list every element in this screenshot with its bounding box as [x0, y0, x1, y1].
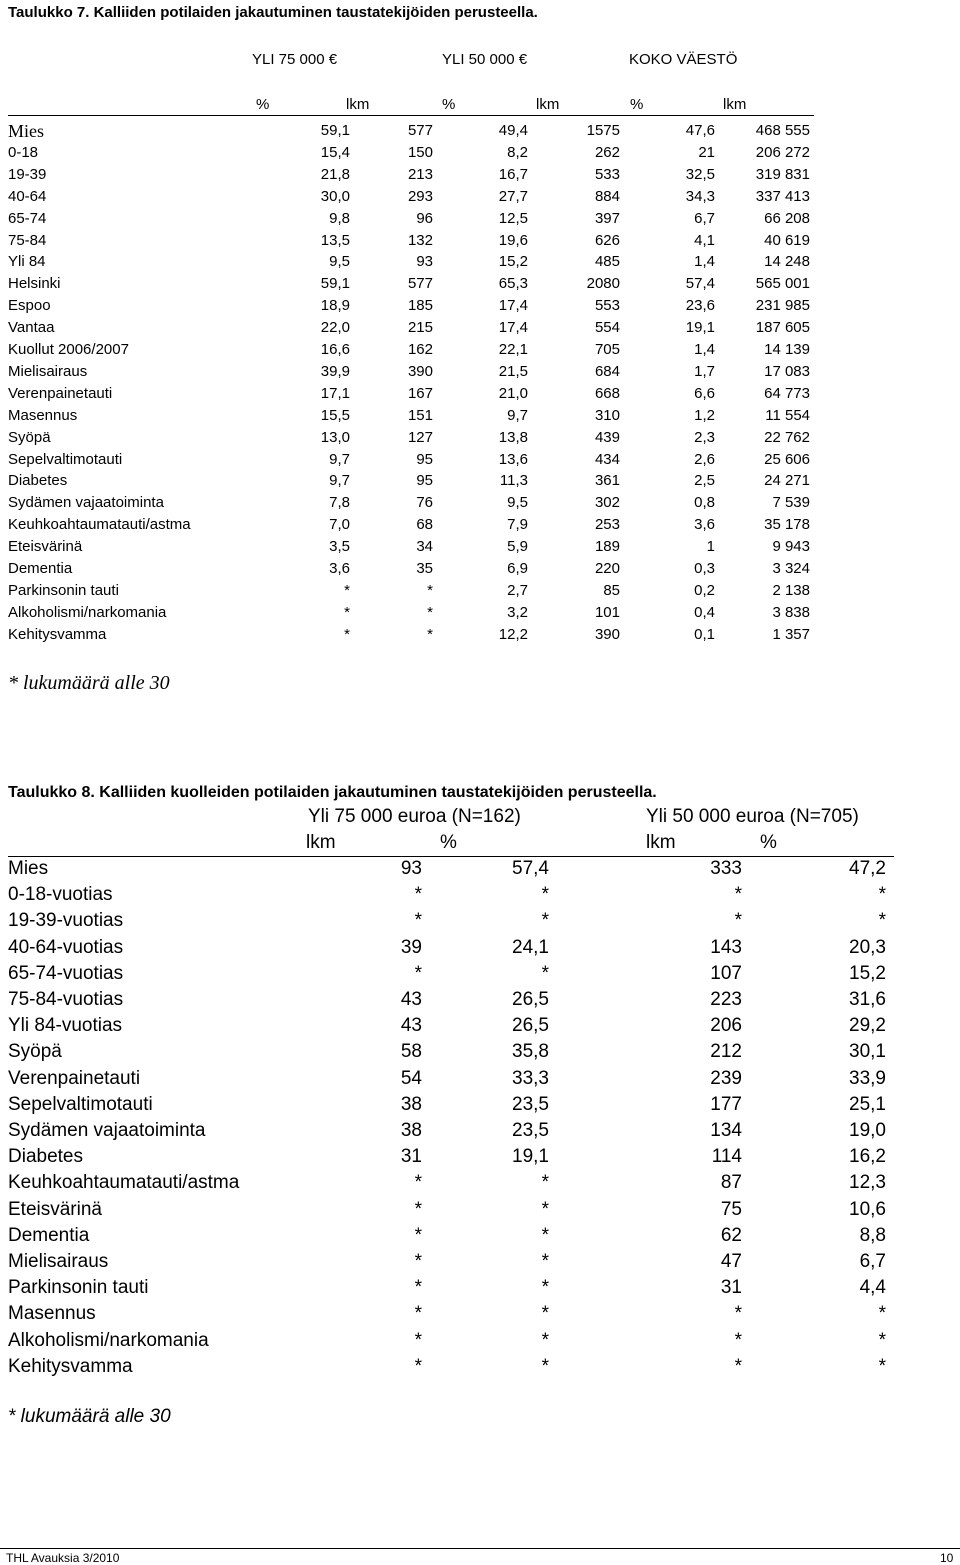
table7-group-1: YLI 75 000 €	[252, 51, 338, 68]
table8-cell: *	[878, 910, 886, 932]
table8-cell: *	[414, 910, 422, 932]
table8-cell: 47	[720, 1251, 742, 1272]
table7-row-label: 75-84	[8, 231, 47, 249]
table8-cell: *	[541, 1224, 549, 1246]
table7-cell: 9,5	[329, 253, 350, 271]
table7-cell: 361	[594, 472, 620, 490]
table8-cell: 26,5	[512, 989, 549, 1010]
table7-cell: 34,3	[685, 187, 715, 205]
table7-cell: 101	[594, 603, 620, 621]
table7-cell: 253	[594, 516, 620, 534]
table7-cell: 95	[416, 472, 433, 490]
table8-cell: 10,6	[849, 1198, 886, 1220]
table7-cell: 533	[594, 165, 620, 183]
table8-row-label: 65-74-vuotias	[8, 962, 124, 984]
table7-cell: 93	[416, 253, 433, 271]
table8-group-1: Yli 75 000 euroa (N=162)	[308, 806, 521, 827]
table7-subheader: lkm	[536, 96, 560, 113]
table7-cell: 7,8	[329, 494, 350, 512]
table7-cell: 35 178	[764, 516, 810, 534]
table7-cell: 47,6	[685, 122, 715, 139]
table7-cell: 27,7	[498, 187, 528, 205]
table7-cell: 59,1	[320, 275, 350, 293]
table7-cell: 3,2	[507, 603, 528, 621]
table7-cell: 13,5	[320, 231, 350, 249]
table8-cell: 38	[400, 1093, 422, 1115]
table8-row-label: Eteisvärinä	[8, 1198, 102, 1220]
table7-cell: 2080	[586, 275, 620, 293]
table7-cell: 11 554	[765, 406, 810, 424]
table8-cell: *	[414, 962, 422, 984]
table7-cell: 215	[407, 319, 433, 337]
table7-cell: 24 271	[764, 472, 810, 490]
table7-cell: 95	[416, 450, 433, 468]
table7-cell: 162	[407, 341, 433, 358]
table8-cell: *	[541, 1303, 549, 1325]
table7-cell: 302	[594, 494, 620, 512]
table7-row-label: Dementia	[8, 560, 73, 577]
footer-rule	[0, 1548, 960, 1549]
table8-cell: 35,8	[512, 1041, 549, 1063]
table8-cell: *	[541, 884, 549, 906]
table8-cell: 75	[720, 1198, 742, 1220]
table8-cell: 31	[720, 1277, 742, 1299]
table7-cell: 127	[407, 428, 433, 446]
table7-cell: 553	[594, 297, 620, 315]
table8-cell: 58	[400, 1041, 422, 1063]
table7-cell: 1,7	[694, 362, 715, 380]
table8-row-label: Sepelvaltimotauti	[8, 1093, 153, 1115]
table8-cell: 33,3	[512, 1067, 549, 1089]
table7-cell: 16,6	[320, 341, 350, 358]
table7-cell: 85	[603, 581, 620, 599]
table7-cell: 17,1	[320, 384, 350, 402]
table8-cell: 39	[400, 936, 422, 958]
table7-row-label: Mielisairaus	[8, 362, 88, 380]
table7-cell: 17,4	[498, 319, 528, 337]
table8-cell: 239	[710, 1067, 742, 1089]
table7-cell: 14 248	[764, 253, 810, 271]
table8-row-label: 40-64-vuotias	[8, 936, 124, 958]
table7-cell: 3,5	[329, 538, 350, 556]
table8-cell: 23,5	[512, 1120, 549, 1141]
table7-cell: *	[344, 603, 350, 621]
table7-cell: 6,7	[694, 209, 715, 227]
table7-row-label: Masennus	[8, 406, 78, 424]
table8-cell: *	[541, 1329, 549, 1351]
table7-cell: 30,0	[320, 187, 350, 205]
table7-cell: 2 138	[772, 581, 810, 599]
table8-cell: 57,4	[512, 858, 549, 879]
table7-subheader: %	[256, 96, 270, 113]
table7-cell: 13,6	[498, 450, 528, 468]
table7-cell: 2,5	[694, 472, 715, 490]
table7-cell: 0,2	[694, 581, 715, 599]
table7-cell: 319 831	[755, 165, 810, 183]
table7-cell: 66 208	[764, 209, 810, 227]
table7-cell: 65,3	[498, 275, 528, 293]
table7-row-label: Espoo	[8, 297, 51, 315]
table7-cell: 16,7	[498, 165, 528, 183]
table7-row-label: Parkinsonin tauti	[8, 581, 119, 599]
table7-cell: *	[427, 603, 433, 621]
table8-cell: 62	[720, 1224, 742, 1246]
table7-cell: 15,4	[320, 143, 350, 161]
table7-row-label: Sydämen vajaatoiminta	[8, 494, 164, 512]
table7-cell: 96	[416, 209, 433, 227]
table7-cell: *	[344, 625, 350, 643]
table8-cell: *	[414, 884, 422, 906]
table7-row-label: Keuhkoahtaumatauti/astma	[8, 516, 191, 534]
table8-cell: *	[734, 910, 742, 932]
table8-cell: 114	[711, 1146, 742, 1168]
table7-cell: 397	[594, 209, 620, 227]
table8-cell: *	[414, 1303, 422, 1325]
table8-cell: 134	[710, 1120, 742, 1141]
table7-cell: 565 001	[755, 275, 810, 293]
table7-subheader: %	[442, 96, 456, 113]
table7-cell: 19,6	[498, 231, 528, 249]
table7-row-label: Kuollut 2006/2007	[8, 341, 129, 358]
table7-cell: 1,2	[694, 406, 715, 424]
table8-cell: 20,3	[849, 936, 886, 958]
table7-cell: 310	[594, 406, 620, 424]
table8-cell: 31	[400, 1146, 422, 1168]
table8-row-label: Syöpä	[8, 1041, 62, 1063]
table7-row-label: Diabetes	[8, 472, 68, 490]
table8-cell: *	[541, 962, 549, 984]
table7-cell: 213	[407, 165, 433, 183]
table7-cell: 9 943	[772, 538, 810, 556]
table7-cell: 668	[594, 384, 620, 402]
table8-cell: 30,1	[849, 1041, 886, 1063]
table7-cell: 11,3	[499, 472, 528, 490]
table7-cell: 14 139	[764, 341, 810, 358]
table7-cell: 884	[594, 187, 620, 205]
table7-cell: 3,6	[329, 560, 350, 577]
table7-cell: 17 083	[764, 362, 810, 380]
table7-cell: 39,9	[320, 362, 350, 380]
table8-cell: 15,2	[849, 962, 886, 984]
table7-cell: 9,8	[329, 209, 350, 227]
table7-cell: 189	[594, 538, 620, 556]
table7-cell: 9,7	[329, 450, 350, 468]
table8-row-label: Kehitysvamma	[8, 1355, 133, 1377]
table8-cell: *	[414, 1172, 422, 1194]
table8-cell: 212	[710, 1041, 742, 1063]
table7-cell: 468 555	[755, 122, 810, 139]
table7-cell: 231 985	[755, 297, 810, 315]
table8-cell: *	[878, 1303, 886, 1325]
table8-row-label: 19-39-vuotias	[8, 910, 124, 932]
table8-cell: *	[414, 1329, 422, 1351]
table7-subheader: lkm	[723, 96, 747, 113]
table7-cell: 577	[407, 275, 433, 293]
table7-title: Taulukko 7. Kalliiden potilaiden jakautuminen taustatekijöiden perusteella.	[8, 4, 538, 21]
table8-cell: *	[541, 1251, 549, 1272]
table7-cell: 1 357	[772, 625, 810, 643]
table7-cell: 485	[594, 253, 620, 271]
table7-row-label: Helsinki	[8, 275, 61, 293]
table7-cell: 2,6	[694, 450, 715, 468]
table7-cell: 21,5	[498, 362, 528, 380]
table8-header-rule	[8, 856, 894, 857]
footer-publication: THL Avauksia 3/2010	[6, 1551, 120, 1565]
table7-cell: 390	[594, 625, 620, 643]
table7-cell: 626	[594, 231, 620, 249]
table7-cell: 2,7	[507, 581, 528, 599]
table7-row-label: Eteisvärinä	[8, 538, 83, 556]
table8-cell: 29,2	[849, 1015, 886, 1037]
table8-cell: *	[541, 1198, 549, 1220]
table8-cell: *	[734, 1303, 742, 1325]
table7-cell: 293	[407, 187, 433, 205]
table7-row-label: Mies	[8, 121, 44, 141]
table7-cell: 22,1	[498, 341, 528, 358]
table7-cell: *	[427, 625, 433, 643]
table8-row-label: 75-84-vuotias	[8, 989, 124, 1010]
table7-cell: 35	[416, 560, 433, 577]
table7-cell: *	[344, 581, 350, 599]
table8-cell: 54	[400, 1067, 422, 1089]
table8-row-label: Parkinsonin tauti	[8, 1277, 149, 1299]
table8-row-label: Sydämen vajaatoiminta	[8, 1120, 206, 1141]
table8-cell: *	[541, 1172, 549, 1194]
table8-cell: *	[541, 910, 549, 932]
table8-cell: *	[878, 1329, 886, 1351]
table7-cell: 15,2	[498, 253, 528, 271]
table7-cell: 9,7	[507, 406, 528, 424]
table7-header-rule	[8, 115, 814, 116]
table7-cell: 0,4	[694, 603, 715, 621]
table7-cell: 68	[416, 516, 433, 534]
table7-row-label: 0-18	[8, 143, 39, 161]
table7-cell: 7,9	[507, 516, 528, 534]
table7-cell: 337 413	[755, 187, 810, 205]
table7-cell: 17,4	[498, 297, 528, 315]
table7-group-2: YLI 50 000 €	[442, 51, 528, 68]
table8-subheader: %	[440, 832, 457, 853]
table8-cell: 24,1	[512, 936, 549, 958]
table7-cell: 13,0	[320, 428, 350, 446]
table8-cell: 4,4	[859, 1277, 886, 1299]
table7-cell: 21	[698, 143, 715, 161]
table7-cell: 0,1	[694, 625, 715, 643]
table8-row-label: Dementia	[8, 1224, 90, 1246]
table7-cell: 684	[594, 362, 620, 380]
table8-cell: 19,0	[849, 1120, 886, 1141]
table8-cell: 93	[400, 858, 422, 879]
table7-cell: 577	[407, 122, 433, 139]
table7-cell: 220	[594, 560, 620, 577]
table7-cell: 0,8	[694, 494, 715, 512]
table7-cell: 6,6	[694, 384, 715, 402]
table7-subheader: %	[630, 96, 644, 113]
table7-cell: 9,7	[329, 472, 350, 490]
table8-cell: 43	[400, 989, 422, 1010]
table7-row-label: Kehitysvamma	[8, 625, 107, 643]
table7-cell: 9,5	[507, 494, 528, 512]
table8-row-label: Keuhkoahtaumatauti/astma	[8, 1172, 240, 1194]
table8-cell: 26,5	[512, 1015, 549, 1037]
table8-subheader: lkm	[306, 832, 336, 853]
table7-cell: 13,8	[498, 428, 528, 446]
table8-row-label: Alkoholismi/narkomania	[8, 1329, 209, 1351]
table8-cell: 177	[710, 1093, 742, 1115]
table8-cell: *	[734, 1329, 742, 1351]
table7-cell: 21,8	[320, 165, 350, 183]
table7-cell: 3,6	[694, 516, 715, 534]
table7-cell: 150	[407, 143, 433, 161]
table7-cell: 22 762	[764, 428, 810, 446]
table8-cell: *	[414, 1198, 422, 1220]
table7-cell: 3 324	[772, 560, 810, 577]
table7-cell: 262	[594, 143, 620, 161]
table7-cell: 49,4	[498, 122, 528, 139]
table8-cell: 107	[710, 962, 742, 984]
table8-cell: *	[541, 1277, 549, 1299]
table7-cell: 5,9	[507, 538, 528, 556]
table8-cell: *	[414, 1355, 422, 1377]
table8-row-label: Mielisairaus	[8, 1251, 109, 1272]
table8-cell: 223	[710, 989, 742, 1010]
table8-row-label: Verenpainetauti	[8, 1067, 141, 1089]
table7-cell: 64 773	[764, 384, 810, 402]
table7-cell: 151	[407, 406, 433, 424]
table7-cell: 132	[407, 231, 433, 249]
table7-footnote: * lukumäärä alle 30	[8, 672, 170, 694]
table7-row-label: Alkoholismi/narkomania	[8, 603, 167, 621]
table7-cell: 40 619	[764, 231, 810, 249]
table8-subheader: %	[760, 832, 777, 853]
table8-cell: 12,3	[849, 1172, 886, 1194]
table7-row-label: Yli 84	[8, 253, 46, 271]
table8-title: Taulukko 8. Kalliiden kuolleiden potilaiden jakautuminen taustatekijöiden perusteella.	[8, 784, 657, 801]
table7-cell: 439	[594, 428, 620, 446]
table7-row-label: 19-39	[8, 165, 47, 183]
table7-row-label: Sepelvaltimotauti	[8, 450, 123, 468]
table8-cell: 47,2	[849, 858, 886, 879]
table7-cell: 18,9	[320, 297, 350, 315]
table8-row-label: Yli 84-vuotias	[8, 1015, 123, 1037]
table7-cell: 15,5	[320, 406, 350, 424]
table7-cell: 4,1	[694, 231, 715, 249]
table7-cell: 8,2	[507, 143, 528, 161]
table7-cell: 22,0	[320, 319, 350, 337]
table8-cell: *	[414, 1277, 422, 1299]
table8-cell: *	[414, 1224, 422, 1246]
table7-cell: 390	[407, 362, 433, 380]
table8-cell: 25,1	[849, 1093, 886, 1115]
table7-subheader: lkm	[346, 96, 370, 113]
table8-cell: 87	[720, 1172, 742, 1194]
table7-group-3: KOKO VÄESTÖ	[629, 51, 738, 68]
table8-cell: 6,7	[859, 1251, 886, 1272]
table7-cell: 167	[407, 384, 433, 402]
table7-row-label: Syöpä	[8, 428, 51, 446]
table7-cell: 34	[416, 538, 433, 556]
table7-cell: 1,4	[694, 253, 715, 271]
table7-cell: 187 605	[755, 319, 810, 337]
table7-cell: 12,2	[498, 625, 528, 643]
table8-cell: 143	[710, 936, 742, 958]
table8-cell: *	[734, 1355, 742, 1377]
table8-row-label: 0-18-vuotias	[8, 884, 113, 906]
table7-cell: *	[427, 581, 433, 599]
table7-cell: 1	[706, 538, 715, 556]
table7-cell: 206 272	[755, 143, 810, 161]
table8-cell: 19,1	[512, 1146, 549, 1168]
table8-row-label: Mies	[8, 858, 49, 879]
footer-page-number: 10	[940, 1551, 954, 1565]
table8-cell: 206	[710, 1015, 742, 1037]
table7-row-label: 40-64	[8, 187, 47, 205]
table7-cell: 59,1	[320, 122, 350, 139]
table8-cell: *	[878, 884, 886, 906]
table7-cell: 185	[407, 297, 433, 315]
table8-subheader: lkm	[646, 832, 676, 853]
table8-cell: *	[414, 1251, 422, 1272]
table7-cell: 1575	[586, 122, 620, 139]
table8-cell: 16,2	[849, 1146, 886, 1168]
table8-row-label: Masennus	[8, 1303, 96, 1325]
table8-row-label: Diabetes	[8, 1146, 83, 1168]
table7-cell: 21,0	[498, 384, 528, 402]
table7-cell: 3 838	[772, 603, 810, 621]
table8-cell: *	[541, 1355, 549, 1377]
table7-cell: 1,4	[694, 341, 715, 358]
table8-cell: 43	[400, 1015, 422, 1037]
table7-cell: 32,5	[685, 165, 715, 183]
table7-cell: 2,3	[694, 428, 715, 446]
table7-cell: 7,0	[329, 516, 350, 534]
table7-cell: 76	[416, 494, 433, 512]
table7-cell: 7 539	[772, 494, 810, 512]
table8-cell: *	[878, 1355, 886, 1377]
table7-cell: 23,6	[685, 297, 715, 315]
table7-cell: 554	[594, 319, 620, 337]
table7-cell: 705	[594, 341, 620, 358]
table7-cell: 19,1	[685, 319, 715, 337]
table8-cell: 8,8	[859, 1224, 886, 1246]
table7-row-label: Vantaa	[8, 319, 55, 337]
table8-cell: 33,9	[849, 1067, 886, 1089]
table8-cell: 23,5	[512, 1093, 549, 1115]
table8-cell: 31,6	[849, 989, 886, 1010]
table8-cell: 333	[710, 858, 742, 879]
table8-cell: 38	[400, 1120, 422, 1141]
table7-cell: 12,5	[498, 209, 528, 227]
table8-footnote: * lukumäärä alle 30	[8, 1406, 171, 1427]
table7-row-label: 65-74	[8, 209, 47, 227]
table8-cell: *	[734, 884, 742, 906]
table7-cell: 57,4	[685, 275, 715, 293]
table7-cell: 25 606	[764, 450, 810, 468]
table7-cell: 0,3	[694, 560, 715, 577]
table7-cell: 6,9	[507, 560, 528, 577]
table7-cell: 434	[594, 450, 620, 468]
table8-group-2: Yli 50 000 euroa (N=705)	[646, 806, 859, 827]
table7-row-label: Verenpainetauti	[8, 384, 113, 402]
